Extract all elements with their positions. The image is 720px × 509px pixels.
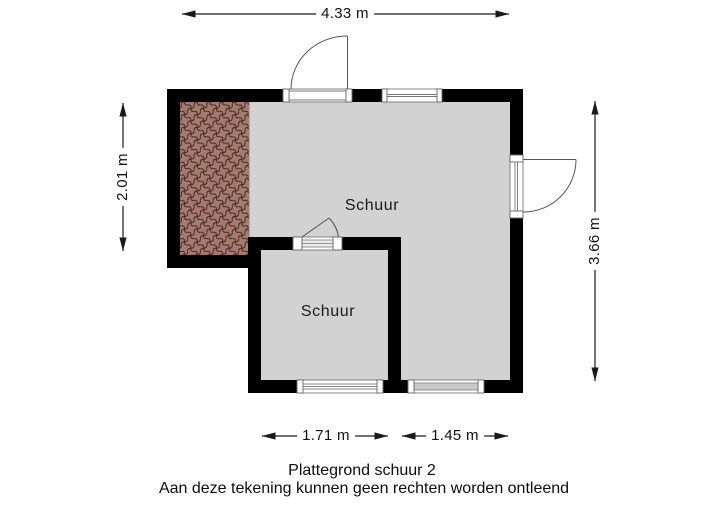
dimension-label-bottom-left: 1.71 m (297, 428, 355, 445)
wall-right (510, 89, 523, 393)
interior-door-post-left (293, 237, 302, 250)
bottom-window-right-post-left (408, 380, 414, 393)
room-label-main: Schuur (344, 197, 400, 215)
right-door-opening (510, 155, 523, 218)
right-door-post-top (510, 155, 523, 162)
wall-small-room-left (248, 237, 261, 393)
top-window-post-right (437, 89, 442, 102)
top-window-frame (382, 89, 442, 102)
top-door-post-right (346, 89, 352, 102)
wall-interior-vertical (388, 237, 401, 393)
room-label-small: Schuur (300, 303, 356, 321)
wall-annex-bottom (167, 255, 251, 268)
bottom-window-left (297, 380, 383, 393)
tiled-roof-fill (180, 102, 249, 255)
top-window (382, 89, 442, 102)
right-door-frame (510, 155, 523, 218)
plan-title: Plattegrond schuur 2 (288, 462, 436, 480)
right-door-swing-arc (524, 160, 577, 213)
bottom-window-right (408, 380, 484, 393)
bottom-window-left-post-left (297, 380, 303, 393)
plan-disclaimer: Aan deze tekening kunnen geen rechten worden ontleend (158, 480, 570, 498)
dimension-label-left: 2.01 m (115, 148, 132, 206)
bottom-window-right-post-right (478, 380, 484, 393)
top-door-swing-arc (291, 36, 348, 89)
wall-annex-left (167, 89, 180, 268)
interior-door-post-right (333, 237, 342, 250)
dimension-label-bottom-right: 1.45 m (426, 428, 484, 445)
bottom-window-left-post-right (377, 380, 383, 393)
interior-door-opening (293, 237, 342, 250)
main-room-floor-lower (401, 237, 510, 380)
top-door-opening (283, 89, 352, 102)
bottom-window-right-glass (414, 383, 478, 390)
tiled-roof-area (180, 102, 249, 255)
top-window-post-left (382, 89, 387, 102)
right-door-post-bottom (510, 211, 523, 218)
dimension-label-right: 3.66 m (587, 212, 604, 270)
main-room-floor-upper (249, 102, 510, 237)
dimension-label-top: 4.33 m (316, 6, 374, 23)
top-door-post-left (283, 89, 289, 102)
